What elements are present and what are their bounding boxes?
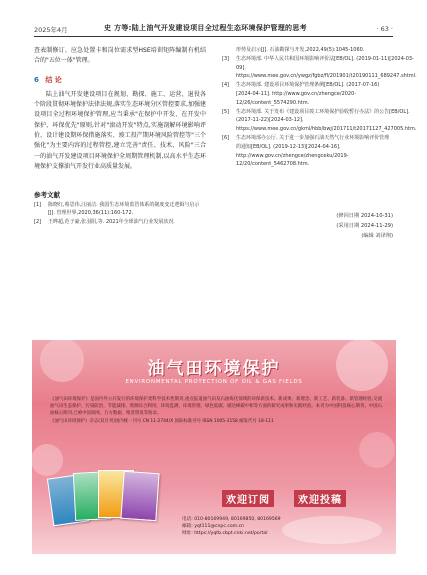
right-column [222, 46, 417, 169]
editor-credit: (编辑 刘译翔) [361, 233, 393, 239]
reference-item [222, 108, 417, 134]
reference-text: 陈晓红,蔡思伟,汪丽洁. 我国生态环境监管体系的制度变迁逻辑与启示[J]. 管理世界,2020,36(11):160-172. [48, 201, 200, 217]
journal-advertisement [32, 340, 396, 554]
contact-email: 邮箱: yqt111@cnpc.com.cn [182, 524, 245, 529]
body-paragraph: 查表制修订、应急处置卡和岗位需求型HSE培训矩阵编制有机结合的"五位一体"管理。 [34, 47, 206, 65]
reference-item [34, 201, 206, 219]
cover-stack [50, 466, 180, 526]
running-title: 史 方等:陆上油气开发建设项目全过程生态环境保护管理的思考 [104, 24, 307, 32]
reference-item [34, 218, 206, 227]
reference-number: [2] [34, 219, 42, 226]
reference-number: [4] [222, 82, 230, 89]
submit-banner: 欢迎投稿 [294, 490, 346, 507]
section-title: 结 论 [45, 75, 62, 84]
issue-date: 2025年4月 [34, 26, 68, 34]
contact-info [182, 516, 281, 537]
reference-text: 生态环境部. 建设项目环境保护管理条例[EB/OL]. (2017-07-16)[2024-04-11]. http://www.gov.cn/zhengce/2020-12/26/content_5574290.htm. [236, 82, 380, 106]
reference-number: [1] [34, 201, 42, 208]
journal-title: 油气田环境保护 [147, 359, 281, 379]
reference-text: 王晔超,范子豪,张羽阳,等. 2021年全球油气行业发展状况 [48, 219, 174, 226]
reference-text: 生态环境部. 中华人民共和国环境影响评价法[EB/OL]. (2019-01-11)[2024-03-09]. https://www.mee.gov.cn/ywgz/fgbz/fl/201901/t20190111_689247.shtml. [236, 55, 417, 80]
reference-number: [6] [222, 134, 230, 141]
contact-phone: 电话: 010-80169949, 80169850, 80169569 [182, 517, 281, 522]
left-column [34, 46, 206, 227]
reference-item [222, 55, 417, 81]
contact-website: 网址: https://yqtb.cbpt.cnki.net/portal [182, 531, 268, 536]
reference-number [222, 46, 236, 55]
running-header [34, 20, 393, 37]
journal-intro [50, 396, 382, 425]
journal-title-en: ENVIRONMENTAL PROTECTION OF OIL & GAS FIELDS [125, 379, 303, 385]
reference-item [222, 81, 392, 107]
reference-text: 生态环境部. 关于发布《建设项目竣工环境保护验收暂行办法》的公告[EB/OL]. (2017-11-22)[2024-03-12]. https://www.mee.gov.cn/gkml/hbb/bwj/201711/t20171127_427005.htm. [236, 108, 417, 133]
reference-number: [3] [222, 55, 230, 62]
reference-number: [5] [222, 108, 230, 115]
cover-image [120, 471, 159, 521]
section-number: 6 [34, 75, 39, 84]
reference-item [222, 46, 392, 55]
reference-text: 生态环境部办公厅. 关于进一步加强石油天然气行业环境影响评价管理的通知[EB/OL]. (2019-12-13)[2024-04-16]. http://www.gov.cn/zhengce/zhengceku/2019-12/20/content_5462708.htm. [236, 134, 390, 168]
journal-description: 《油气田环境保护》是国内外公开发行的环境保护类科学技术性期刊,重点报道油气田及石油炼化领域的环保新技术、新成果、新理念、新工艺、新装备、新管理经验,交流油气田生态保护、污染防治、节能减排、资源综合利用、环境监测、环境管理、绿色低碳、碳达峰碳中和等方面的研究成果和实践经验。本刊为中国科技核心期刊、中国石油核心期刊,已被中国知网、万方数据、维普资讯等收录。 [50, 397, 382, 417]
revised-date: (修回日期 2024-10-31) [336, 213, 393, 219]
reference-item [222, 134, 392, 169]
subscribe-banner: 欢迎订阅 [222, 490, 274, 507]
section-heading [34, 75, 206, 85]
page-number: · 63 · [376, 25, 393, 33]
references-heading: 参考文献 [34, 191, 60, 200]
article-dates [336, 211, 393, 241]
reference-text: 形势及启示[J]. 石油勘探与开发,2022,49(5):1045-1060. [236, 47, 365, 53]
journal-issn: 《油气田环境保护》杂志(双月刊)国内统一刊号 CN 11-2744/X 国际标准刊号 ISSN 1005-3158 邮发代号 18-111 [50, 418, 274, 424]
conclusion-paragraph: 陆上油气开发建设项目在规划、勘探、施工、运营、退役各个阶段贯彻环境保护法律法规,落实生态环境分区管控要求,加强建设项目全过程环境保护管理,应当秉承"在保护中开发、在开发中保护、环保优先"原则,针对"滚动开发"特点,实施剖解环境影响评价、设计建设期环保措施落实、竣工投产期环境风险管控等"三个强化"为主要内容的过程管控,建立完善"责任、技术、风险"三合一的油气开发建设项目环境保护全周期管理机制,以高水平生态环境保护支撑油气开发行业高质量发展。 [34, 90, 206, 170]
accepted-date: (采用日期 2024-11-29) [336, 223, 393, 229]
